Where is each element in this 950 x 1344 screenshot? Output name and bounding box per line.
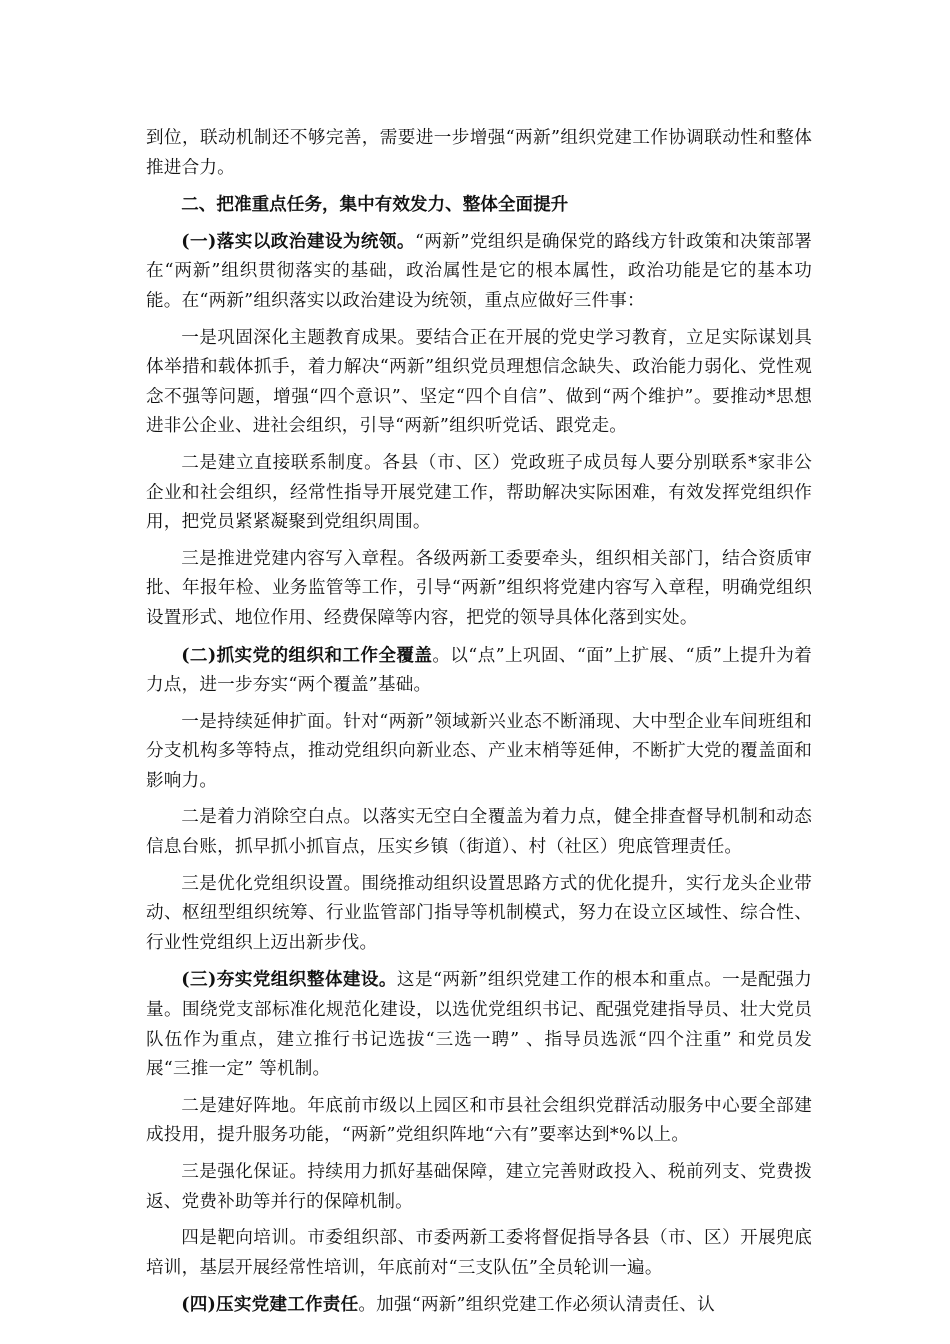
paragraph-item — [146, 449, 812, 538]
paragraph-intro — [146, 124, 812, 183]
paragraph-text: 三是优化党组织设置。围绕推动组织设置思路方式的优化提升，实行龙头企业带动、枢纽型组织统筹、行业监管部门指导等机制模式，努力在设立区域性、综合性、行业性党组织上迈出新步伐。 — [146, 873, 812, 953]
paragraph-item — [146, 803, 812, 862]
paragraph-lead: (一)落实以政治建设为统领。 — [181, 230, 415, 252]
paragraph-lead: (四)压实党建工作责任 — [181, 1294, 359, 1316]
paragraph-political-building — [146, 227, 812, 317]
paragraph-text: “两新”党组织是确保党的路线方针政策和决策部署在“两新”组织贯彻落实的基础，政治属性是它的根本属性，政治功能是它的基本功能。在“两新”组织落实以政治建设为统领，重点应做好三件事： — [146, 231, 813, 311]
paragraph-lead: (三)夯实党组织整体建设。 — [181, 969, 397, 991]
paragraph-item — [146, 708, 812, 797]
paragraph-text: 三是强化保证。持续用力抓好基础保障，建立完善财政投入、税前列支、党费拨返、党费补助等并行的保障机制。 — [146, 1162, 812, 1212]
paragraph-item — [146, 1092, 812, 1151]
section-heading: 二、把准重点任务，集中有效发力、整体全面提升 — [181, 194, 569, 216]
paragraph-text: 四是靶向培训。市委组织部、市委两新工委将督促指导各县（市、区）开展兜底培训，基层开展经常性培训，年底前对“三支队伍”全员轮训一遍。 — [146, 1228, 812, 1278]
paragraph-text: 这是“两新”组织党建工作的根本和重点。一是配强力量。围绕党支部标准化规范化建设，以选优党组织书记、配强党建指导员、壮大党员队伍作为重点，建立推行书记选拔“三选一聘” 、指导员选派“四个注重” 和党员发展“三推一定” 等机制。 — [146, 970, 812, 1080]
paragraph-item — [146, 1158, 812, 1217]
paragraph-text: 到位，联动机制还不够完善，需要进一步增强“两新”组织党建工作协调联动性和整体推进合力。 — [146, 128, 812, 178]
paragraph-item — [146, 545, 812, 634]
paragraph-responsibility — [146, 1290, 812, 1321]
paragraph-text: 。以“点”上巩固、“面”上扩展、“质”上提升为着力点，进一步夯实“两个覆盖”基础。 — [146, 645, 812, 696]
paragraph-item — [146, 870, 812, 959]
paragraph-text: 三是推进党建内容写入章程。各级两新工委要牵头，组织相关部门，结合资质审批、年报年检、业务监管等工作，引导“两新”组织将党建内容写入章程，明确党组织设置形式、地位作用、经费保障等内容，把党的领导具体化落到实处。 — [146, 548, 812, 628]
paragraph-organization-coverage — [146, 641, 812, 701]
paragraph-text: 二是建立直接联系制度。各县（市、区）党政班子成员每人要分别联系*家非公企业和社会组织，经常性指导开展党建工作，帮助解决实际困难，有效发挥党组织作用，把党员紧紧凝聚到党组织周围。 — [146, 452, 812, 533]
paragraph-lead: (二)抓实党的组织和工作全覆盖 — [181, 644, 433, 666]
document-page — [146, 124, 812, 1328]
paragraph-text: 一是持续延伸扩面。针对“两新”领域新兴业态不断涌现、大中型企业车间班组和分支机构多等特点，推动党组织向新业态、产业末梢等延伸，不断扩大党的覆盖面和影响力。 — [146, 711, 812, 791]
paragraph-item — [146, 1224, 812, 1283]
paragraph-text: 一是巩固深化主题教育成果。要结合正在开展的党史学习教育，立足实际谋划具体举措和载体抓手，着力解决“两新”组织党员理想信念缺失、政治能力弱化、党性观念不强等问题，增强“四个意识”、坚定“四个自信”、做到“两个维护”。要推动*思想进非公企业、进社会组织，引导“两新”组织听党话、跟党走。 — [146, 327, 812, 437]
paragraph-text: 二是建好阵地。年底前市级以上园区和市县社会组织党群活动服务中心要全部建成投用，提升服务功能，“两新”党组织阵地“六有”要率达到*%以上。 — [146, 1095, 812, 1146]
paragraph-item — [146, 324, 812, 442]
paragraph-overall-building — [146, 965, 812, 1084]
paragraph-text: 。加强“两新”组织党建工作必须认清责任、认 — [358, 1295, 715, 1316]
paragraph-text: 二是着力消除空白点。以落实无空白全覆盖为着力点，健全排查督导机制和动态信息台账，抓早抓小抓盲点，压实乡镇（街道）、村（社区）兜底管理责任。 — [146, 807, 812, 858]
